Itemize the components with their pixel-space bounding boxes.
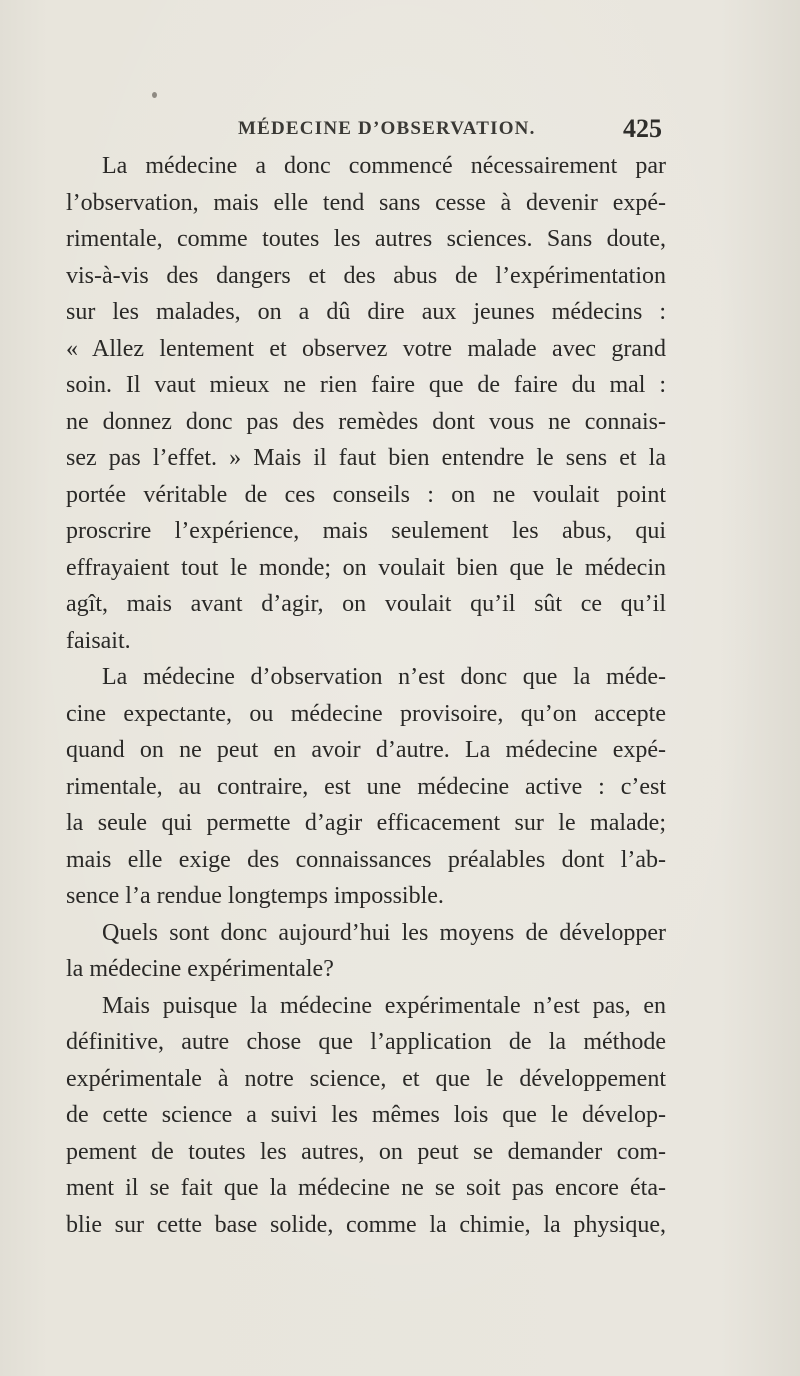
body-text (66, 148, 666, 1243)
text-line: vis-à-vis des dangers et des abus de l’expérimentation (66, 262, 666, 289)
running-head-title: MÉDECINE D’OBSERVATION. (238, 118, 536, 139)
text-line: La médecine a donc commencé nécessairement par (102, 153, 666, 179)
text-line: l’observation, mais elle tend sans cesse à devenir expé- (66, 189, 666, 216)
text-line: soin. Il vaut mieux ne rien faire que de faire du mal : (66, 372, 666, 398)
text-line: sur les malades, on a dû dire aux jeunes médecins : (66, 299, 666, 325)
text-line: ment il se fait que la médecine ne se soit pas encore éta- (66, 1175, 666, 1201)
text-line: sence l’a rendue longtemps impossible. (66, 883, 444, 909)
text-line: de cette science a suivi les mêmes lois que le dévelop- (66, 1102, 666, 1128)
page-number: 425 (623, 114, 662, 143)
text-line: cine expectante, ou médecine provisoire, qu’on accepte (66, 700, 666, 727)
text-line: « Allez lentement et observez votre malade avec grand (66, 335, 666, 362)
text-line: portée véritable de ces conseils : on ne voulait point (66, 481, 666, 508)
text-line: définitive, autre chose que l’application de la méthode (66, 1029, 666, 1055)
text-line: expérimentale à notre science, et que le développement (66, 1065, 666, 1092)
text-line: pement de toutes les autres, on peut se demander com- (66, 1138, 666, 1165)
text-line: la médecine expérimentale? (66, 956, 334, 982)
text-line: blie sur cette base solide, comme la chimie, la physique, (66, 1211, 666, 1238)
text-line: rimentale, au contraire, est une médecine active : c’est (66, 773, 666, 800)
text-line: la seule qui permette d’agir efficacement sur le malade; (66, 810, 666, 836)
text-line: mais elle exige des connaissances préalables dont l’ab- (66, 846, 666, 873)
text-line: ne donnez donc pas des remèdes dont vous ne connais- (66, 408, 666, 435)
text-line: proscrire l’expérience, mais seulement les abus, qui (66, 518, 666, 544)
text-line: rimentale, comme toutes les autres sciences. Sans doute, (66, 226, 666, 252)
text-line: agît, mais avant d’agir, on voulait qu’il sût ce qu’il (66, 591, 666, 617)
text-line: faisait. (66, 627, 131, 654)
running-head (238, 114, 662, 146)
text-line: La médecine d’observation n’est donc que la méde- (102, 664, 666, 690)
paper-speck (152, 92, 157, 98)
text-line: effrayaient tout le monde; on voulait bien que le médecin (66, 554, 666, 581)
text-line: Mais puisque la médecine expérimentale n’est pas, en (102, 992, 666, 1019)
text-line: quand on ne peut en avoir d’autre. La médecine expé- (66, 737, 666, 763)
text-line: Quels sont donc aujourd’hui les moyens de développer (102, 919, 666, 946)
text-line: sez pas l’effet. » Mais il faut bien entendre le sens et la (66, 445, 666, 471)
